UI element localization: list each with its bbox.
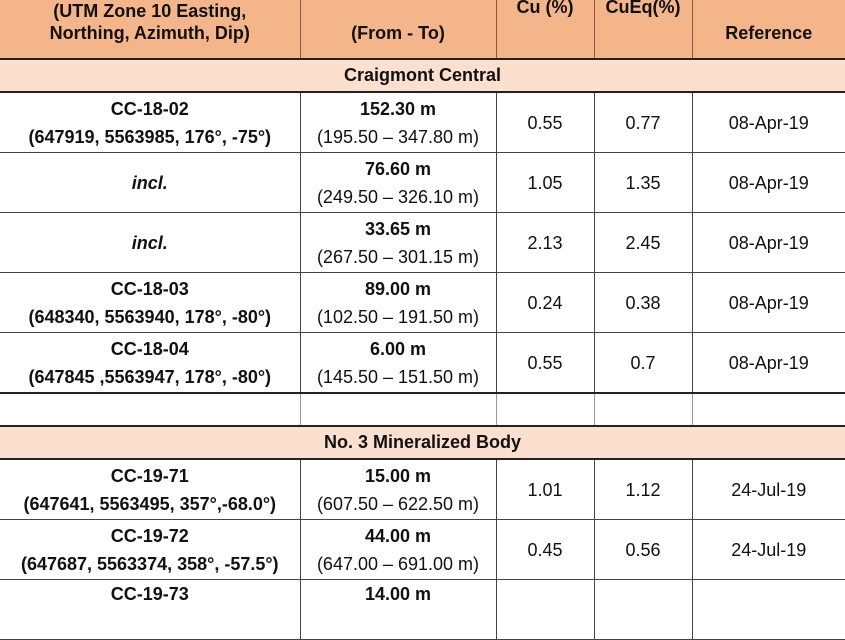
- hole-id: CC-19-71: [0, 462, 300, 490]
- interval-range: (195.50 – 347.80 m): [301, 123, 496, 151]
- cueq-value: 1.12: [594, 459, 692, 520]
- table-row: [0, 580, 845, 640]
- cu-value: 0.24: [496, 273, 594, 333]
- section-row: [0, 59, 845, 92]
- interval-length: 152.30 m: [301, 95, 496, 123]
- table-row: [0, 520, 845, 580]
- section-title: Craigmont Central: [0, 59, 845, 92]
- cueq-value: 0.56: [594, 520, 692, 580]
- interval-length: 33.65 m: [301, 215, 496, 243]
- table-row: [0, 153, 845, 213]
- hole-id: CC-19-73: [0, 580, 300, 608]
- interval-range: (647.00 – 691.00 m): [301, 550, 496, 578]
- header-cu-label: Cu (%): [497, 0, 594, 18]
- header-reference-label: Reference: [693, 0, 845, 44]
- cu-value: 0.55: [496, 92, 594, 153]
- interval-range: (267.50 – 301.15 m): [301, 243, 496, 271]
- section-title: No. 3 Mineralized Body: [0, 426, 845, 459]
- interval-length: 76.60 m: [301, 155, 496, 183]
- hole-coords: (647641, 5563495, 357°,-68.0°): [0, 490, 300, 518]
- reference-date: 08-Apr-19: [692, 333, 845, 394]
- cu-value: 1.05: [496, 153, 594, 213]
- interval-length: 6.00 m: [301, 335, 496, 363]
- header-cu: [496, 0, 594, 59]
- hole-id: CC-19-72: [0, 522, 300, 550]
- interval-range: (249.50 – 326.10 m): [301, 183, 496, 211]
- hole-id: CC-18-03: [0, 275, 300, 303]
- table-row: [0, 213, 845, 273]
- hole-coords: (648340, 5563940, 178°, -80°): [0, 303, 300, 331]
- cueq-value: 0.77: [594, 92, 692, 153]
- cueq-value: 0.7: [594, 333, 692, 394]
- header-hole-location-line1: (UTM Zone 10 Easting,: [0, 0, 300, 22]
- header-interval-label: (From - To): [301, 0, 496, 44]
- table-row: [0, 273, 845, 333]
- hole-coords: (647687, 5563374, 358°, -57.5°): [0, 550, 300, 578]
- header-interval: [300, 0, 496, 59]
- interval-range: (145.50 – 151.50 m): [301, 363, 496, 391]
- cueq-value: 0.38: [594, 273, 692, 333]
- section-row: [0, 426, 845, 459]
- reference-date: 24-Jul-19: [692, 459, 845, 520]
- reference-date: 08-Apr-19: [692, 92, 845, 153]
- table-row: [0, 333, 845, 394]
- cu-value: 1.01: [496, 459, 594, 520]
- hole-coords: (647845 ,5563947, 178°, -80°): [0, 363, 300, 391]
- cu-value: 2.13: [496, 213, 594, 273]
- reference-date: 24-Jul-19: [692, 520, 845, 580]
- incl-label: incl.: [0, 169, 300, 197]
- table-row: [0, 92, 845, 153]
- incl-label: incl.: [0, 229, 300, 257]
- interval-range: (607.50 – 622.50 m): [301, 490, 496, 518]
- interval-length: 14.00 m: [301, 580, 496, 608]
- table-row: [0, 459, 845, 520]
- reference-date: 08-Apr-19: [692, 213, 845, 273]
- interval-length: 89.00 m: [301, 275, 496, 303]
- interval-length: 44.00 m: [301, 522, 496, 550]
- header-cueq-label: CuEq(%): [595, 0, 692, 18]
- header-hole-location-line2: Northing, Azimuth, Dip): [0, 22, 300, 44]
- cueq-value: 1.35: [594, 153, 692, 213]
- hole-coords: (647919, 5563985, 176°, -75°): [0, 123, 300, 151]
- cu-value: 0.45: [496, 520, 594, 580]
- interval-range: (102.50 – 191.50 m): [301, 303, 496, 331]
- hole-id: CC-18-04: [0, 335, 300, 363]
- table-header-row: [0, 0, 845, 59]
- interval-length: 15.00 m: [301, 462, 496, 490]
- header-cueq: [594, 0, 692, 59]
- header-hole-location: [0, 0, 300, 59]
- reference-date: 08-Apr-19: [692, 273, 845, 333]
- cueq-value: 2.45: [594, 213, 692, 273]
- header-reference: [692, 0, 845, 59]
- cu-value: 0.55: [496, 333, 594, 394]
- hole-id: CC-18-02: [0, 95, 300, 123]
- spacer-row: [0, 393, 845, 426]
- reference-date: 08-Apr-19: [692, 153, 845, 213]
